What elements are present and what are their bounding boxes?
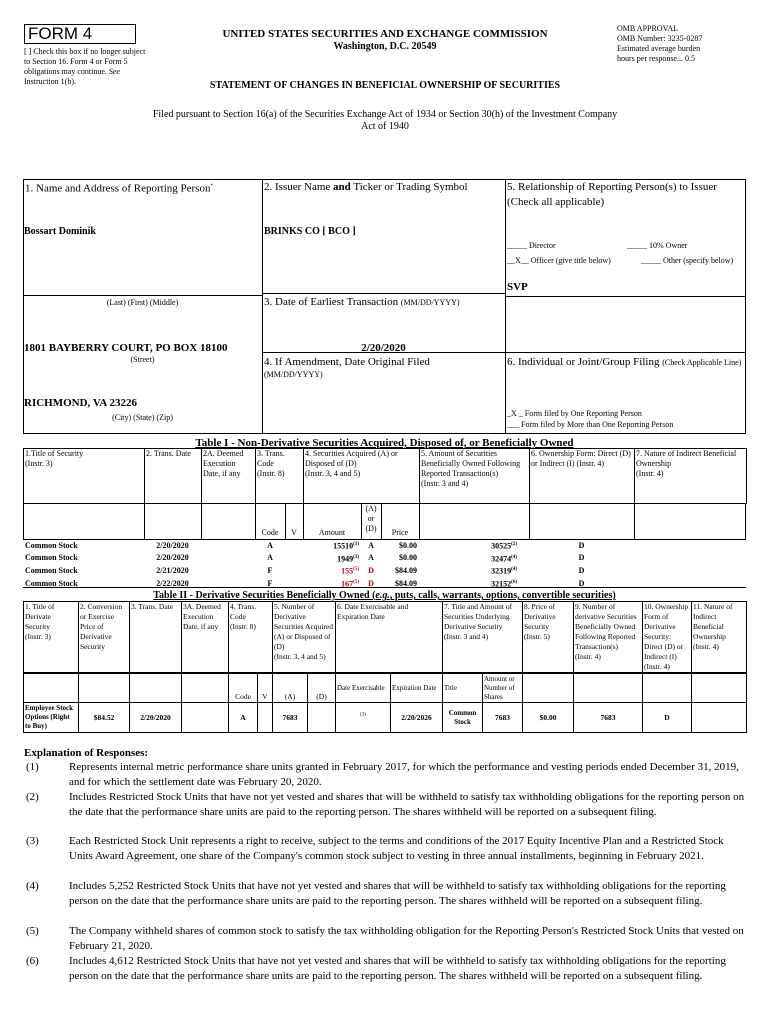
checkbox-note-instr: Instruction 1(b). bbox=[24, 77, 76, 86]
t2-r-form: D bbox=[643, 703, 692, 733]
table2-title-eg: e.g. bbox=[375, 590, 390, 601]
t2-h-number: 5. Number of Derivative Securities Acquired (A) or Disposed of (D) (Instr. 3, 4 and 5) bbox=[273, 602, 336, 673]
t2-sub-d: (D) bbox=[308, 674, 336, 703]
t1-r0-price: $0.00 bbox=[399, 540, 417, 550]
earliest-transaction-date: 2/20/2020 bbox=[361, 342, 406, 354]
box2-label bbox=[264, 180, 504, 194]
t1-r1-amount: 1949 bbox=[337, 554, 354, 564]
t1-r0-amount: 15510 bbox=[333, 541, 354, 551]
box4-label-small: (MM/DD/YYYY) bbox=[264, 370, 323, 379]
explanations-heading: Explanation of Responses: bbox=[24, 747, 149, 759]
officer-option[interactable]: __X__ Officer (give title below) bbox=[507, 256, 611, 265]
t1-h-deemed: 2A. Deemed Execution Date, if any bbox=[202, 449, 256, 504]
t2-sub-a: (A) bbox=[273, 674, 308, 703]
t2-r-expiration: 2/20/2026 bbox=[391, 703, 443, 733]
box6-label-text: 6. Individual or Joint/Group Filing bbox=[507, 356, 660, 368]
ten-percent-option[interactable]: _____ 10% Owner bbox=[627, 241, 688, 250]
t1-r0-owned: 30525 bbox=[491, 541, 512, 551]
table-row bbox=[23, 564, 746, 577]
one-person-option[interactable]: _X _ Form filed by One Reporting Person bbox=[507, 409, 642, 418]
t1-r1-ad: A bbox=[368, 553, 374, 563]
table2-body bbox=[23, 673, 747, 733]
t2-r-code: A bbox=[229, 703, 258, 733]
t1-r3-date: 2/22/2020 bbox=[156, 578, 189, 588]
expl-3-num: (3) bbox=[26, 835, 39, 847]
director-option[interactable]: _____ Director bbox=[507, 241, 556, 250]
reporting-person-city: RICHMOND, VA 23226 bbox=[24, 397, 137, 409]
t1-r2-date: 2/21/2020 bbox=[156, 566, 189, 576]
reporting-person-name: Bossart Dominik bbox=[24, 226, 96, 237]
box1-label-text: 1. Name and Address of Reporting Person bbox=[25, 182, 211, 195]
table1-header bbox=[23, 448, 747, 504]
t1-r3-price: $84.09 bbox=[395, 578, 417, 588]
t1-r3-amount: 167 bbox=[341, 579, 354, 589]
expl-4-text: Includes 5,252 Restricted Stock Units that have not yet vested and shares that will be withheld to satisfy tax withholding obligations for the reporting person on the date that the performance share units are paid to the reporting person. The shares withheld will be reported on a subsequent filing. bbox=[69, 880, 726, 907]
t1-sub-code: Code bbox=[261, 528, 279, 537]
t1-r2-ofn: (4) bbox=[511, 567, 517, 573]
t1-r2-title: Common Stock bbox=[25, 566, 78, 576]
t1-h-acquired: 4. Securities Acquired (A) or Disposed of (D) (Instr. 3, 4 and 5) bbox=[304, 449, 420, 504]
box5-label: 5. Relationship of Reporting Person(s) to Issuer bbox=[507, 181, 717, 193]
table2-title-a: Table II - Derivative Securities Beneficially Owned ( bbox=[153, 590, 376, 601]
name-caption: (Last) (First) (Middle) bbox=[106, 298, 179, 307]
box1-mark: * bbox=[210, 184, 213, 189]
box3-label bbox=[264, 295, 504, 309]
t1-r1-title: Common Stock bbox=[25, 553, 78, 563]
t1-sub-price: Price bbox=[391, 528, 409, 537]
omb-approval bbox=[617, 24, 757, 64]
t1-sub-aord: (A) or (D) bbox=[365, 504, 377, 533]
t1-h-title: 1.Title of Security (Instr. 3) bbox=[24, 449, 145, 504]
box3-label-text: 3. Date of Earliest Transaction bbox=[264, 296, 399, 308]
t2-h-owned: 9. Number of derivative Securities Beneficially Owned Following Reported Transaction(s) (Instr. 4) bbox=[574, 602, 643, 673]
t1-r1-date: 2/20/2020 bbox=[156, 553, 189, 563]
t2-sub-expiration: Expiration Date bbox=[391, 674, 443, 703]
expl-5-num: (5) bbox=[26, 925, 39, 937]
t1-r3-ofn: (6) bbox=[511, 579, 517, 585]
t2-r-title: Employee Stock Options (Right to Buy) bbox=[24, 703, 79, 733]
t2-r-conversion: $84.52 bbox=[79, 703, 130, 733]
omb-hours: hours per response... 0.5 bbox=[617, 54, 695, 63]
form-title: FORM 4 bbox=[24, 24, 136, 44]
expl-6-text: Includes 4,612 Restricted Stock Units that have not yet vested and shares that will be withheld to satisfy tax withholding obligations for the reporting person on the date that the performance share units are paid to the reporting person. The shares withheld will be reported on a subsequent filing. bbox=[69, 955, 726, 982]
box1-label bbox=[25, 180, 260, 196]
t1-r2-price: $84.09 bbox=[395, 566, 417, 576]
omb-number: OMB Number: 3235-0287 bbox=[617, 34, 703, 43]
table-row bbox=[23, 552, 746, 565]
expl-3-text: Each Restricted Stock Unit represents a right to receive, subject to the terms and conditions of the 2017 Equity Incentive Plan and a Restricted Stock Units Award Agreement, one share of the Company's common stock subject to vesting in three annual installments, beginning in February 2021. bbox=[69, 835, 724, 862]
box6-label bbox=[507, 355, 747, 369]
t1-sub-v: V bbox=[291, 528, 297, 537]
t2-h-price: 8. Price of Derivative Security (Instr. 5) bbox=[523, 602, 574, 673]
t1-r3-owned: 32152 bbox=[491, 579, 512, 589]
t1-r1-form: D bbox=[578, 553, 585, 563]
table1-rows bbox=[23, 539, 746, 590]
box5-label2: (Check all applicable) bbox=[507, 196, 605, 208]
table-row bbox=[24, 703, 747, 733]
checkbox-note[interactable] bbox=[24, 47, 152, 87]
t1-r2-form: D bbox=[578, 566, 585, 576]
t2-h-title: 1. Title of Derivate Security (Instr. 3) bbox=[24, 602, 79, 673]
t2-sub-exercisable: Date Exercisable bbox=[336, 674, 391, 703]
t1-r3-title: Common Stock bbox=[25, 578, 78, 588]
t2-r-owned: 7683 bbox=[574, 703, 643, 733]
t2-r-under-amount: 7683 bbox=[483, 703, 523, 733]
box2-label-and: and bbox=[333, 181, 351, 193]
expl-5-text: The Company withheld shares of common stock to satisfy the tax withholding obligation for the Reporting Person's Restricted Stock Units that vested on February 21, 2020. bbox=[69, 925, 744, 952]
expl-1-num: (1) bbox=[26, 761, 39, 773]
checkbox-note-see: See bbox=[108, 67, 120, 76]
table-row bbox=[23, 539, 746, 552]
t1-r1-owned: 32474 bbox=[491, 554, 512, 564]
table1-title: Table I - Non-Derivative Securities Acquired, Disposed of, or Beneficially Owned bbox=[195, 437, 574, 449]
t1-r0-title: Common Stock bbox=[25, 540, 78, 550]
box6-label-small: (Check Applicable Line) bbox=[662, 358, 742, 367]
multi-person-option[interactable]: ___ Form filed by More than One Reporting Person bbox=[507, 420, 674, 429]
t1-r0-form: D bbox=[578, 540, 585, 550]
t2-r-exercisable-fn: (3) bbox=[360, 712, 366, 718]
t1-h-code: 3. Trans. Code (Instr. 8) bbox=[256, 449, 304, 504]
box2-label-b: Ticker or Trading Symbol bbox=[353, 181, 468, 193]
t1-h-nature: 7. Nature of Indirect Beneficial Ownership (Instr. 4) bbox=[635, 449, 747, 504]
agency-name: UNITED STATES SECURITIES AND EXCHANGE COMMISSION bbox=[222, 28, 548, 40]
t1-r3-code: F bbox=[267, 578, 273, 588]
checkbox-note-text: [ ] Check this box if no longer subject to Section 16. Form 4 or Form 5 obligations may continue. bbox=[24, 47, 146, 76]
t1-r1-price: $0.00 bbox=[399, 553, 417, 563]
t2-h-exercisable: 6. Date Exercisable and Expiration Date bbox=[336, 602, 443, 673]
t1-r3-form: D bbox=[578, 578, 585, 588]
reporting-person-street: 1801 BAYBERRY COURT, PO BOX 18100 bbox=[24, 342, 228, 354]
t1-r2-fn: (5) bbox=[353, 567, 359, 573]
t2-r-date: 2/20/2020 bbox=[130, 703, 182, 733]
table2-header bbox=[23, 601, 747, 673]
t1-r2-amount: 155 bbox=[341, 566, 354, 576]
t1-sub-amount: Amount bbox=[318, 528, 346, 537]
t2-r-price: $0.00 bbox=[523, 703, 574, 733]
t1-r1-fn: (3) bbox=[353, 554, 359, 560]
t2-sub-title: Title bbox=[443, 674, 483, 703]
street-caption: (Street) bbox=[130, 355, 155, 364]
t2-r-a: 7683 bbox=[273, 703, 308, 733]
t1-r0-code: A bbox=[267, 540, 273, 550]
t1-r1-code: A bbox=[267, 553, 273, 563]
t1-r2-ad: D bbox=[368, 566, 374, 576]
t1-r1-ofn: (4) bbox=[511, 554, 517, 560]
filed-pursuant: Filed pursuant to Section 16(a) of the Securities Exchange Act of 1934 or Section 30(h) of the Investment Company Act of 1940 bbox=[152, 109, 618, 132]
t2-h-conversion: 2. Conversion or Exercise Price of Derivative Security bbox=[79, 602, 130, 673]
city-caption: (City) (State) (Zip) bbox=[112, 413, 173, 422]
t2-r-under-title: Common Stock bbox=[443, 703, 483, 733]
agency-address: Washington, D.C. 20549 bbox=[333, 41, 437, 52]
table2-title-b: , puts, calls, warrants, options, convertible securities) bbox=[389, 590, 616, 601]
t1-r2-code: F bbox=[267, 566, 273, 576]
t2-sub-v: V bbox=[258, 674, 273, 703]
t1-r0-ofn: (2) bbox=[511, 542, 517, 547]
t2-h-nature: 11. Nature of Indirect Beneficial Ownership (Instr. 4) bbox=[692, 602, 747, 673]
officer-title: SVP bbox=[507, 281, 528, 293]
t1-r0-ad: A bbox=[368, 540, 374, 550]
issuer-name: BRINKS CO [ BCO ] bbox=[264, 226, 356, 237]
omb-burden: Estimated average burden bbox=[617, 44, 701, 53]
expl-4-num: (4) bbox=[26, 880, 39, 892]
other-option[interactable]: _____ Other (specify below) bbox=[641, 256, 734, 265]
t2-sub-code: Code bbox=[229, 674, 258, 703]
expl-6-num: (6) bbox=[26, 955, 39, 967]
t2-h-deemed: 3A. Deemed Execution Date, if any bbox=[182, 602, 229, 673]
expl-2-text: Includes Restricted Stock Units that have not yet vested and shares that will be withheld to satisfy tax withholding obligations for the reporting person on the date that the performance share units are paid to the reporting person. The shares withheld will be reported on a subsequent filing. bbox=[69, 791, 745, 818]
box3-label-small: (MM/DD/YYYY) bbox=[400, 298, 460, 307]
t1-r0-fn: (1) bbox=[353, 542, 359, 547]
expl-2-num: (2) bbox=[26, 791, 39, 803]
omb-approval-title: OMB APPROVAL bbox=[617, 24, 678, 33]
t2-h-date: 3. Trans. Date bbox=[130, 602, 182, 673]
box2-label-a: 2. Issuer Name bbox=[264, 181, 331, 193]
t1-h-owned: 5. Amount of Securities Beneficially Owned Following Reported Transaction(s) (Instr. 3 and 4) bbox=[420, 449, 530, 504]
t2-h-underlying: 7. Title and Amount of Securities Underlying Derivative Security (Instr. 3 and 4) bbox=[443, 602, 523, 673]
t2-h-code: 4. Trans. Code (Instr. 8) bbox=[229, 602, 273, 673]
t2-h-form: 10. Ownership Form of Derivative Security: Direct (D) or Indirect (I) (Instr. 4) bbox=[643, 602, 692, 673]
t2-sub-amount: Amount or Number of Shares bbox=[483, 674, 523, 703]
t1-r2-owned: 32319 bbox=[491, 566, 512, 576]
t1-r3-ad: D bbox=[368, 578, 374, 588]
expl-1-text: Represents internal metric performance share units granted in February 2017, for which the performance and vesting periods ended December 31, 2019, and for which the settlement date was February 20, 2020. bbox=[69, 761, 739, 788]
t1-h-date: 2. Trans. Date bbox=[145, 449, 202, 504]
t1-h-form: 6. Ownership Form: Direct (D) or Indirect (I) (Instr. 4) bbox=[530, 449, 635, 504]
statement-title: STATEMENT OF CHANGES IN BENEFICIAL OWNERSHIP OF SECURITIES bbox=[209, 80, 561, 91]
box4-label: 4. If Amendment, Date Original Filed bbox=[264, 356, 430, 368]
t1-r0-date: 2/20/2020 bbox=[156, 540, 189, 550]
t1-r3-fn: (5) bbox=[353, 579, 359, 585]
